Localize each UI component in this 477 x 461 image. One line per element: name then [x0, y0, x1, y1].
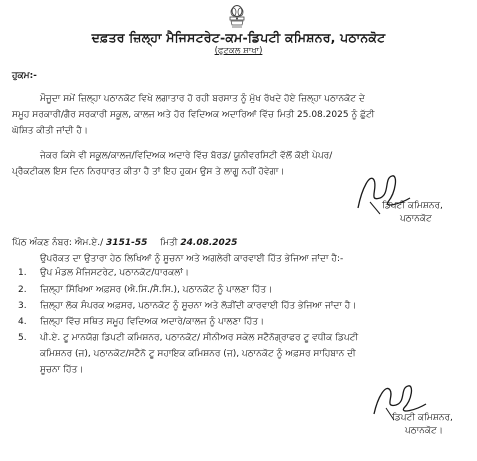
- endorsement-label: ਪਿੱਠ ਅੰਕਣ ਨੰਬਰ: ਐਮ.ਏ./: [12, 238, 104, 248]
- list-item-number: 1.: [18, 268, 27, 278]
- list-item-number: 4.: [18, 317, 27, 327]
- list-item: ਪੀ.ਏ. ਟੂ ਮਾਨਯੋਗ ਡਿਪਟੀ ਕਮਿਸ਼ਨਰ, ਪਠਾਨਕੋਟ/ ਸੀਨੀਅਰ ਸਕੇਲ ਸਟੈਨੋਗ੍ਰਾਫਰ ਟੂ ਵਧੀਕ ਡਿਪਟੀ: [40, 333, 359, 343]
- list-item: ਜ਼ਿਲ੍ਹਾ ਵਿੱਚ ਸਥਿਤ ਸਮੂਹ ਵਿਦਿਅਕ ਅਦਾਰੇ/ਕਾਲਜ ਨੂੰ ਪਾਲਣਾ ਹਿੱਤ।: [40, 317, 265, 327]
- order-para2-line1: ਜੇਕਰ ਕਿਸੇ ਵੀ ਸਕੂਲ/ਕਾਲਜ/ਵਿਦਿਅਕ ਅਦਾਰੇ ਵਿੱਚ ਬੋਰਡ/ ਯੂਨੀਵਰਸਿਟੀ ਵੱਲੋਂ ਕੋਈ ਪੇਪਰ/: [40, 151, 333, 161]
- signature2-title: ਡਿਪਟੀ ਕਮਿਸ਼ਨਰ,: [392, 413, 453, 423]
- signature1-title: ਡਿਪਟੀ ਕਮਿਸ਼ਨਰ,: [382, 201, 443, 211]
- national-emblem-icon: [226, 4, 248, 30]
- order-para1-line2: ਸਮੂਹ ਸਰਕਾਰੀ/ਗੈਰ ਸਰਕਾਰੀ ਸਕੂਲ, ਕਾਲਜ ਅਤੇ ਹੋਰ ਵਿਦਿਅਕ ਅਦਾਰਿਆਂ ਵਿੱਚ ਮਿਤੀ 25.08.2025 ਨੂੰ ਛੁੱਟੀ: [12, 110, 375, 120]
- list-item-number: 2.: [18, 285, 27, 295]
- endorsement-intro: ਉਪਰੋਕਤ ਦਾ ਉਤਾਰਾ ਹੇਠ ਲਿਖਿਆਂ ਨੂੰ ਸੂਚਨਾ ਅਤੇ ਅਗਲੇਰੀ ਕਾਰਵਾਈ ਹਿੱਤ ਭੇਜਿਆ ਜਾਂਦਾ ਹੈ:-: [40, 254, 344, 264]
- list-item: ਉਪ ਮੰਡਲ ਮੈਜਿਸਟਰੇਟ, ਪਠਾਨਕੋਟ/ਧਾਰਕਲਾਂ।: [40, 268, 189, 278]
- list-item-continuation: ਕਮਿਸ਼ਨਰ (ਜ), ਪਠਾਨਕੋਟ/ਸਟੈਨੋ ਟੂ ਸਹਾਇਕ ਕਮਿਸ਼ਨਰ (ਜ), ਪਠਾਨਕੋਟ ਨੂੰ ਅਫ਼ਸਰ ਸਾਹਿਬਾਨ ਦੀ: [40, 349, 356, 359]
- list-item-number: 3.: [18, 301, 27, 311]
- list-item-number: 5.: [18, 333, 27, 343]
- endorsement-number-line: [12, 237, 237, 249]
- signature1-place: ਪਠਾਨਕੋਟ: [400, 214, 432, 224]
- order-para1-line1: ਮੌਜੂਦਾ ਸਮੇਂ ਜ਼ਿਲ੍ਹਾ ਪਠਾਨਕੋਟ ਵਿਖੇ ਲਗਾਤਾਰ ਹੋ ਰਹੀ ਬਰਸਾਤ ਨੂੰ ਮੁੱਖ ਰੱਖਦੇ ਹੋਏ ਜ਼ਿਲ੍ਹਾ ਪਠਾਨਕੋਟ ਦੇ: [40, 94, 365, 104]
- office-title: ਦਫ਼ਤਰ ਜ਼ਿਲ੍ਹਾ ਮੈਜਿਸਟਰੇਟ-ਕਮ-ਡਿਪਟੀ ਕਮਿਸ਼ਨਰ, ਪਠਾਨਕੋਟ: [91, 30, 386, 45]
- signature2-place: ਪਠਾਨਕੋਟ।: [405, 426, 443, 436]
- list-item-continuation: ਸੂਚਨਾ ਹਿੱਤ।: [40, 365, 84, 375]
- order-label: ਹੁਕਮ:-: [12, 71, 37, 81]
- endorsement-number: 3151-55: [106, 238, 148, 248]
- endorsement-date: 24.08.2025: [180, 238, 238, 248]
- branch-name: (ਫੁਟਕਲ ਸ਼ਾਖਾ): [214, 46, 263, 56]
- list-item: ਜ਼ਿਲ੍ਹਾ ਲੋਕ ਸੰਪਰਕ ਅਫ਼ਸਰ, ਪਠਾਨਕੋਟ ਨੂੰ ਸੂਚਨਾ ਅਤੇ ਲੋੜੀਂਦੀ ਕਾਰਵਾਈ ਹਿੱਤ ਭੇਜਿਆ ਜਾਂਦਾ ਹੈ।: [40, 301, 357, 311]
- order-para1-line3: ਘੋਸ਼ਿਤ ਕੀਤੀ ਜਾਂਦੀ ਹੈ।: [12, 126, 88, 136]
- list-item: ਜ਼ਿਲ੍ਹਾ ਸਿੱਖਿਆ ਅਫ਼ਸਰ (ਐ.ਸਿ./ਸੈ.ਸਿ.), ਪਠਾਨਕੋਟ ਨੂੰ ਪਾਲਣਾ ਹਿੱਤ।: [40, 285, 273, 295]
- endorsement-date-label: ਮਿਤੀ: [160, 238, 178, 248]
- order-para2-line2: ਪ੍ਰੈਕਟੀਕਲ ਇਸ ਦਿਨ ਨਿਰਧਾਰਤ ਕੀਤਾ ਹੈ ਤਾਂ ਇਹ ਹੁਕਮ ਉਸ ਤੇ ਲਾਗੂ ਨਹੀਂ ਹੋਵੇਗਾ।: [12, 167, 285, 177]
